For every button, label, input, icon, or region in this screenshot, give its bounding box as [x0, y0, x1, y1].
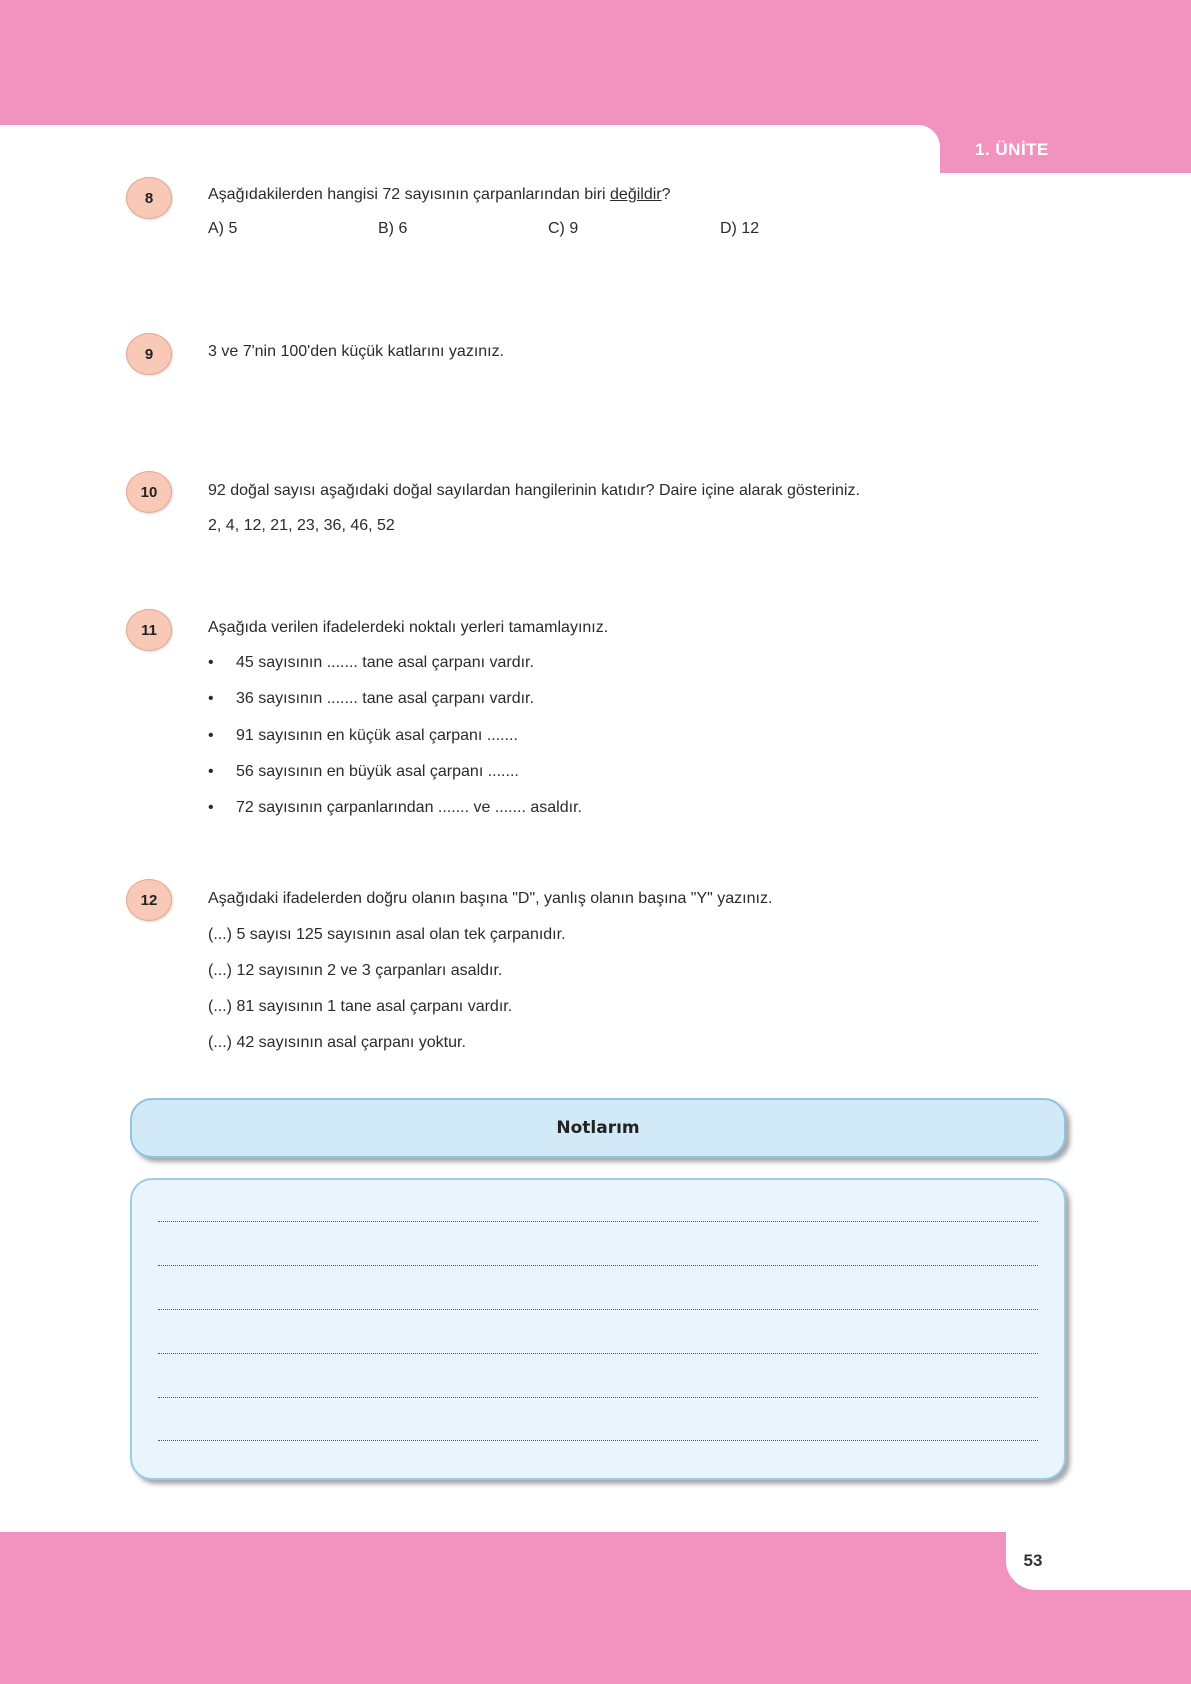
- question-11-item-text: 72 sayısının çarpanlarından ....... ve ....... asaldır.: [236, 799, 582, 816]
- notes-header: [130, 1098, 1066, 1158]
- question-12-item: (...) 42 sayısının asal çarpanı yoktur.: [208, 1034, 466, 1051]
- notes-title: Notlarım: [556, 1118, 640, 1138]
- bullet: •: [208, 690, 214, 707]
- note-line: [158, 1440, 1038, 1441]
- bullet: •: [208, 799, 214, 816]
- question-10-text: 92 doğal sayısı aşağıdaki doğal sayılardan hangilerinin katıdır? Daire içine alarak gösteriniz.: [208, 482, 860, 499]
- question-11-item-text: 36 sayısının ....... tane asal çarpanı vardır.: [236, 690, 534, 707]
- question-12-item: (...) 81 sayısının 1 tane asal çarpanı vardır.: [208, 998, 513, 1015]
- question-8-text-end: ?: [661, 186, 671, 203]
- note-line: [158, 1221, 1038, 1222]
- question-11-item-text: 56 sayısının en büyük asal çarpanı .......: [236, 763, 519, 780]
- question-12-number: 12: [126, 879, 172, 921]
- question-8-option-a: A) 5: [208, 220, 238, 237]
- question-11-item: [208, 763, 519, 781]
- question-11-item: [208, 727, 518, 745]
- question-8-number: 8: [126, 177, 172, 219]
- unit-label: 1. ÜNİTE: [975, 140, 1049, 159]
- question-10-numbers: 2, 4, 12, 21, 23, 36, 46, 52: [208, 517, 395, 534]
- question-8-option-b: B) 6: [378, 220, 408, 237]
- question-11-number: 11: [126, 609, 172, 651]
- bullet: •: [208, 763, 214, 780]
- question-11-item-text: 91 sayısının en küçük asal çarpanı .......: [236, 727, 518, 744]
- question-11-item: [208, 690, 534, 708]
- question-12-text: Aşağıdaki ifadelerden doğru olanın başına "D", yanlış olanın başına "Y" yazınız.: [208, 890, 773, 907]
- question-12-item: (...) 12 sayısının 2 ve 3 çarpanları asaldır.: [208, 962, 503, 979]
- bullet: •: [208, 727, 214, 744]
- page-number: 53: [1006, 1534, 1060, 1588]
- question-8-option-c: C) 9: [548, 220, 579, 237]
- question-8-text-main: Aşağıdakilerden hangisi 72 sayısının çarpanlarından biri: [208, 186, 611, 203]
- top-header-cutout: [0, 125, 940, 185]
- note-line: [158, 1397, 1038, 1398]
- note-line: [158, 1309, 1038, 1310]
- question-11-item: [208, 654, 534, 672]
- question-11-item-text: 45 sayısının ....... tane asal çarpanı vardır.: [236, 654, 534, 671]
- note-line: [158, 1353, 1038, 1354]
- question-8-option-d: D) 12: [720, 220, 760, 237]
- bullet: •: [208, 654, 214, 671]
- question-11-item: [208, 799, 582, 817]
- question-11-text: Aşağıda verilen ifadelerdeki noktalı yerleri tamamlayınız.: [208, 619, 609, 636]
- notes-box[interactable]: [130, 1178, 1066, 1480]
- question-8-text: [208, 186, 671, 204]
- question-8-text-emphasis: değildir: [610, 186, 662, 203]
- question-9-number: 9: [126, 333, 172, 375]
- question-10-number: 10: [126, 471, 172, 513]
- note-line: [158, 1265, 1038, 1266]
- question-9-text: 3 ve 7'nin 100'den küçük katlarını yazınız.: [208, 343, 505, 360]
- question-12-item: (...) 5 sayısı 125 sayısının asal olan tek çarpanıdır.: [208, 926, 566, 943]
